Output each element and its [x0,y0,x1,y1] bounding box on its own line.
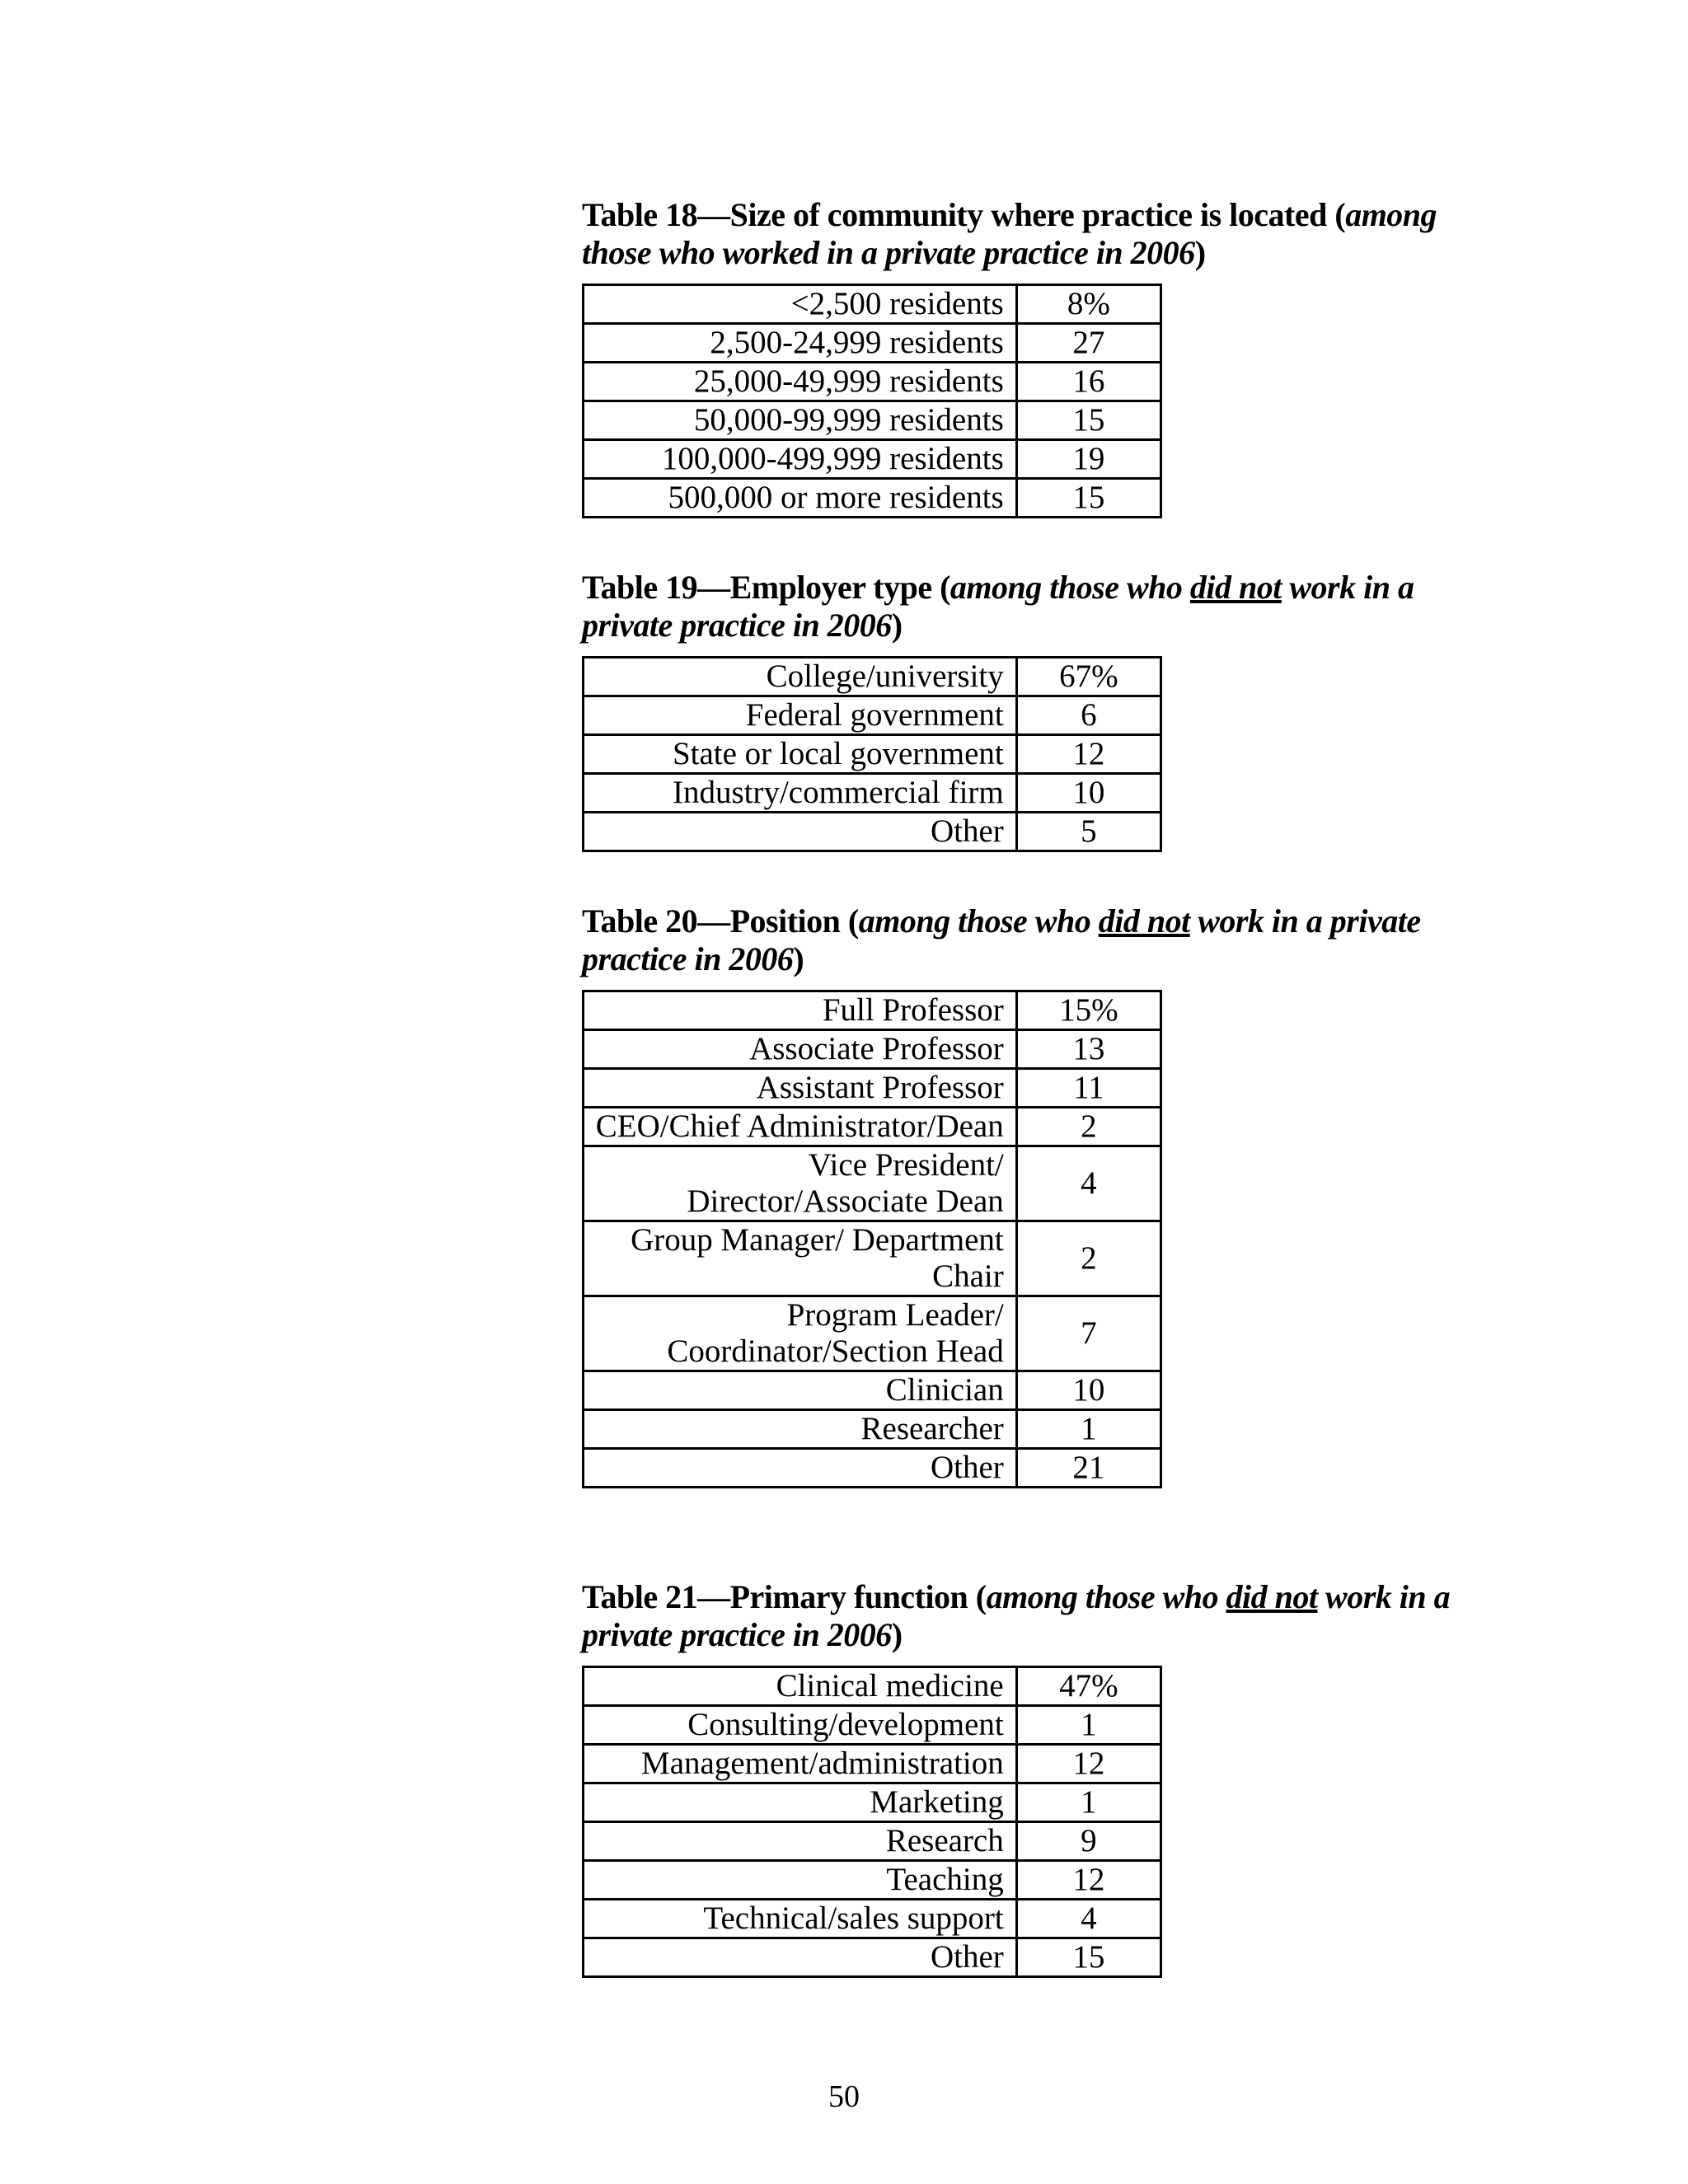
table-row [584,1410,1161,1449]
caption-italic-2: work in a private practice in 2006 [582,902,1421,977]
row-value: 67% [1016,658,1160,696]
row-value: 10 [1016,1371,1160,1410]
row-label: Other [584,813,1017,851]
row-label: State or local government [584,735,1017,774]
row-label: 2,500-24,999 residents [584,324,1017,363]
caption-italic: among those who [858,902,1099,940]
row-value: 2 [1016,1108,1160,1146]
table-row [584,1069,1161,1108]
caption-italic: among those who [950,569,1190,606]
table-row [584,401,1161,440]
row-value: 27 [1016,324,1160,363]
row-value: 21 [1016,1449,1160,1488]
caption-suffix: ) [891,1616,903,1653]
caption-suffix: ) [1194,234,1206,271]
caption-prefix: Table 18—Size of community where practice is located ( [582,196,1346,233]
caption-italic-2: work in a private practice in 2006 [582,1578,1451,1653]
table-row [584,1449,1161,1488]
table-18-caption [582,196,1472,272]
row-label: 25,000-49,999 residents [584,363,1017,401]
table-row [584,1667,1161,1706]
row-value: 10 [1016,774,1160,813]
table-row [584,658,1161,696]
table-row [584,1938,1161,1977]
row-label: Technical/sales support [584,1900,1017,1938]
row-label: Associate Professor [584,1030,1017,1069]
table-20 [582,990,1162,1488]
table-row [584,813,1161,851]
caption-italic: among those who worked in a private practice in 2006 [582,196,1437,271]
caption-suffix: ) [891,607,903,644]
table-row [584,991,1161,1030]
table-21-caption [582,1578,1497,1654]
caption-underlined: did not [1226,1578,1318,1615]
row-label: Full Professor [584,991,1017,1030]
row-label: CEO/Chief Administrator/Dean [584,1108,1017,1146]
row-value: 7 [1016,1296,1160,1371]
row-label: Other [584,1449,1017,1488]
caption-underlined: did not [1098,902,1190,940]
table-row [584,363,1161,401]
row-label: Other [584,1938,1017,1977]
row-value: 8% [1016,285,1160,324]
row-value: 4 [1016,1146,1160,1221]
row-value: 2 [1016,1221,1160,1296]
row-value: 5 [1016,813,1160,851]
table-18-block [582,196,1522,518]
table-21 [582,1666,1162,1978]
table-row [584,1861,1161,1900]
row-value: 4 [1016,1900,1160,1938]
table-row [584,1030,1161,1069]
row-value: 12 [1016,1745,1160,1783]
table-20-caption [582,902,1497,978]
row-value: 15 [1016,401,1160,440]
row-value: 15% [1016,991,1160,1030]
row-value: 9 [1016,1822,1160,1861]
row-label: Consulting/development [584,1706,1017,1745]
row-label: Teaching [584,1861,1017,1900]
row-label: College/university [584,658,1017,696]
row-label: Clinical medicine [584,1667,1017,1706]
row-label: Assistant Professor [584,1069,1017,1108]
row-label: <2,500 residents [584,285,1017,324]
caption-prefix: Table 20—Position ( [582,902,859,940]
row-label: 100,000-499,999 residents [584,440,1017,479]
row-value: 13 [1016,1030,1160,1069]
table-row [584,285,1161,324]
row-label: Industry/commercial firm [584,774,1017,813]
row-value: 15 [1016,1938,1160,1977]
row-value: 1 [1016,1706,1160,1745]
row-label: Research [584,1822,1017,1861]
table-row [584,1296,1161,1371]
table-row [584,735,1161,774]
table-row [584,1221,1161,1296]
table-19-block [582,569,1522,852]
table-20-block [582,902,1522,1488]
row-label: Vice President/ Director/Associate Dean [584,1146,1017,1221]
row-label: 500,000 or more residents [584,479,1017,518]
row-value: 47% [1016,1667,1160,1706]
row-value: 6 [1016,696,1160,735]
table-row [584,774,1161,813]
row-label: Researcher [584,1410,1017,1449]
caption-underlined: did not [1189,569,1282,606]
table-row [584,1371,1161,1410]
row-value: 16 [1016,363,1160,401]
table-21-block [582,1578,1522,1978]
row-label: Marketing [584,1783,1017,1822]
table-row [584,1706,1161,1745]
row-label: Clinician [584,1371,1017,1410]
table-18 [582,284,1162,518]
table-row [584,1146,1161,1221]
caption-italic-2: work in a private practice in 2006 [582,569,1414,644]
table-row [584,1783,1161,1822]
table-19-caption [582,569,1472,644]
caption-prefix: Table 19—Employer type ( [582,569,950,606]
caption-suffix: ) [793,940,804,977]
row-label: Federal government [584,696,1017,735]
row-value: 1 [1016,1783,1160,1822]
table-row [584,1900,1161,1938]
row-value: 15 [1016,479,1160,518]
row-value: 1 [1016,1410,1160,1449]
row-value: 11 [1016,1069,1160,1108]
row-value: 12 [1016,1861,1160,1900]
table-row [584,479,1161,518]
table-row [584,1822,1161,1861]
table-row [584,1745,1161,1783]
table-19 [582,656,1162,852]
row-label: Group Manager/ Department Chair [584,1221,1017,1296]
row-label: 50,000-99,999 residents [584,401,1017,440]
caption-prefix: Table 21—Primary function ( [582,1578,987,1615]
row-value: 12 [1016,735,1160,774]
table-row [584,324,1161,363]
row-label: Management/administration [584,1745,1017,1783]
row-label: Program Leader/ Coordinator/Section Head [584,1296,1017,1371]
table-row [584,440,1161,479]
caption-italic: among those who [986,1578,1226,1615]
row-value: 19 [1016,440,1160,479]
page-number: 50 [828,2079,860,2114]
table-row [584,696,1161,735]
table-row [584,1108,1161,1146]
